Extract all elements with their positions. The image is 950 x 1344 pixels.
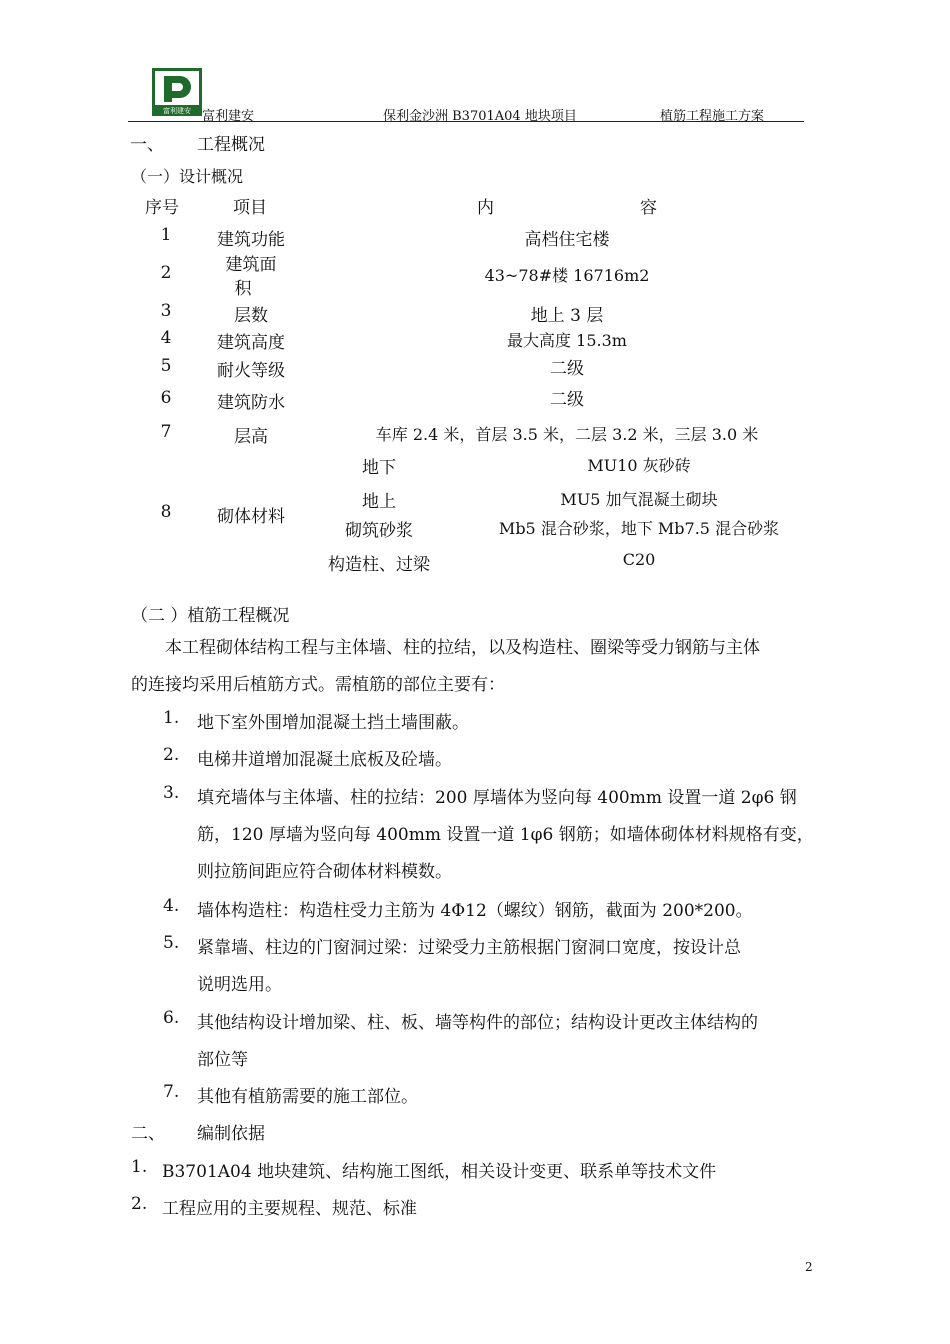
list-item-5-number: 5.	[163, 933, 180, 953]
list-item-3-line2: 筋，120 厚墙为竖向每 400mm 设置一道 1φ6 钢筋；如墙体砌体材料规格有变，	[197, 825, 814, 845]
section1-title: 工程概况	[197, 135, 265, 155]
table-row1-item: 建筑功能	[217, 230, 285, 250]
logo-text: 富利建安	[163, 107, 191, 115]
table-row2-no: 2	[160, 263, 172, 283]
list-item-2-number: 2.	[163, 745, 180, 765]
table-row8-sub2-value: MU5 加气混凝土砌块	[560, 490, 718, 509]
table-row2-item-line1: 建筑面	[225, 255, 277, 275]
list-item-1-text: 地下室外围增加混凝土挡土墙围蔽。	[197, 713, 469, 733]
table-row5-no: 5	[160, 356, 172, 376]
table-row6-no: 6	[160, 388, 172, 408]
table-row5-item: 耐火等级	[217, 361, 285, 381]
table-row4-content: 最大高度 15.3m	[507, 331, 627, 350]
table-row6-content: 二级	[550, 390, 584, 410]
table-row3-item: 层数	[234, 306, 268, 326]
page-number: 2	[805, 1260, 813, 1274]
list-item-3-line1: 填充墙体与主体墙、柱的拉结：200 厚墙体为竖向每 400mm 设置一道 2φ6 钢	[197, 788, 797, 808]
list-item-7-text: 其他有植筋需要的施工部位。	[197, 1087, 418, 1107]
list-item-3-number: 3.	[163, 783, 180, 803]
table-row1-content: 高档住宅楼	[524, 230, 610, 250]
basis-item-1-number: 1.	[131, 1157, 148, 1177]
table-row5-content: 二级	[550, 359, 584, 379]
table-row7-item: 层高	[234, 427, 268, 447]
table-row8-sub4-label: 构造柱、过梁	[328, 555, 430, 575]
section2-title: 编制依据	[197, 1124, 265, 1144]
list-item-1-number: 1.	[163, 708, 180, 728]
table-row4-item: 建筑高度	[217, 333, 285, 353]
table-row8-item: 砌体材料	[217, 507, 285, 527]
table-row8-sub2-label: 地上	[362, 492, 396, 512]
intro-line1: 本工程砌体结构工程与主体墙、柱的拉结，以及构造柱、圈梁等受力钢筋与主体	[165, 638, 760, 658]
table-row8-sub1-label: 地下	[362, 458, 396, 478]
list-item-5-line2: 说明选用。	[197, 975, 282, 995]
list-item-3-line3: 则拉筋间距应符合砌体材料模数。	[197, 862, 452, 882]
company-logo	[152, 68, 202, 116]
table-header-content-a: 内	[477, 198, 494, 218]
header-divider	[128, 121, 804, 122]
subsection2-title: （二 ）植筋工程概况	[131, 606, 290, 626]
table-row8-no: 8	[160, 502, 172, 522]
list-item-5-line1: 紧靠墙、柱边的门窗洞过梁：过梁受力主筋根据门窗洞口宽度，按设计总	[197, 938, 741, 958]
table-row8-sub3-value: Mb5 混合砂浆，地下 Mb7.5 混合砂浆	[498, 519, 780, 538]
subsection1-title: （一）设计概况	[131, 167, 244, 186]
table-row7-no: 7	[160, 422, 172, 442]
basis-item-1-text: B3701A04 地块建筑、结构施工图纸，相关设计变更、联系单等技术文件	[162, 1162, 717, 1182]
table-row7-content: 车库 2.4 米，首层 3.5 米，二层 3.2 米，三层 3.0 米	[375, 425, 759, 444]
table-header-no: 序号	[145, 198, 179, 218]
table-row8-sub1-value: MU10 灰砂砖	[587, 456, 691, 475]
section1-number: 一、	[130, 135, 164, 155]
table-header-item: 项目	[233, 198, 267, 218]
table-row6-item: 建筑防水	[217, 393, 285, 413]
table-header-content-b: 容	[640, 198, 657, 218]
section2-number: 二、	[131, 1124, 165, 1144]
table-row3-content: 地上 3 层	[530, 306, 604, 326]
header-company: 富利建安	[202, 109, 255, 124]
list-item-4-number: 4.	[163, 896, 180, 916]
basis-item-2-text: 工程应用的主要规程、规范、标准	[162, 1199, 417, 1219]
list-item-6-number: 6.	[163, 1008, 180, 1028]
table-row3-no: 3	[160, 301, 172, 321]
header-project: 保利金沙洲 B3701A04 地块项目	[383, 109, 577, 124]
table-row8-sub4-value: C20	[622, 550, 656, 569]
table-row4-no: 4	[160, 328, 172, 348]
list-item-2-text: 电梯井道增加混凝土底板及砼墙。	[197, 750, 452, 770]
header-doc-title: 植筋工程施工方案	[660, 109, 765, 124]
table-row2-item-line2: 积	[234, 279, 252, 299]
basis-item-2-number: 2.	[131, 1194, 148, 1214]
intro-line2: 的连接均采用后植筋方式。需植筋的部位主要有：	[131, 675, 505, 695]
list-item-7-number: 7.	[163, 1082, 180, 1102]
list-item-6-line1: 其他结构设计增加梁、柱、板、墙等构件的部位；结构设计更改主体结构的	[197, 1013, 758, 1033]
table-row8-sub3-label: 砌筑砂浆	[345, 521, 413, 541]
table-row1-no: 1	[160, 225, 172, 245]
table-row2-content: 43~78#楼 16716m2	[484, 266, 650, 285]
list-item-6-line2: 部位等	[197, 1050, 248, 1070]
list-item-4-text: 墙体构造柱：构造柱受力主筋为 4Φ12（螺纹）钢筋，截面为 200*200。	[197, 901, 753, 921]
